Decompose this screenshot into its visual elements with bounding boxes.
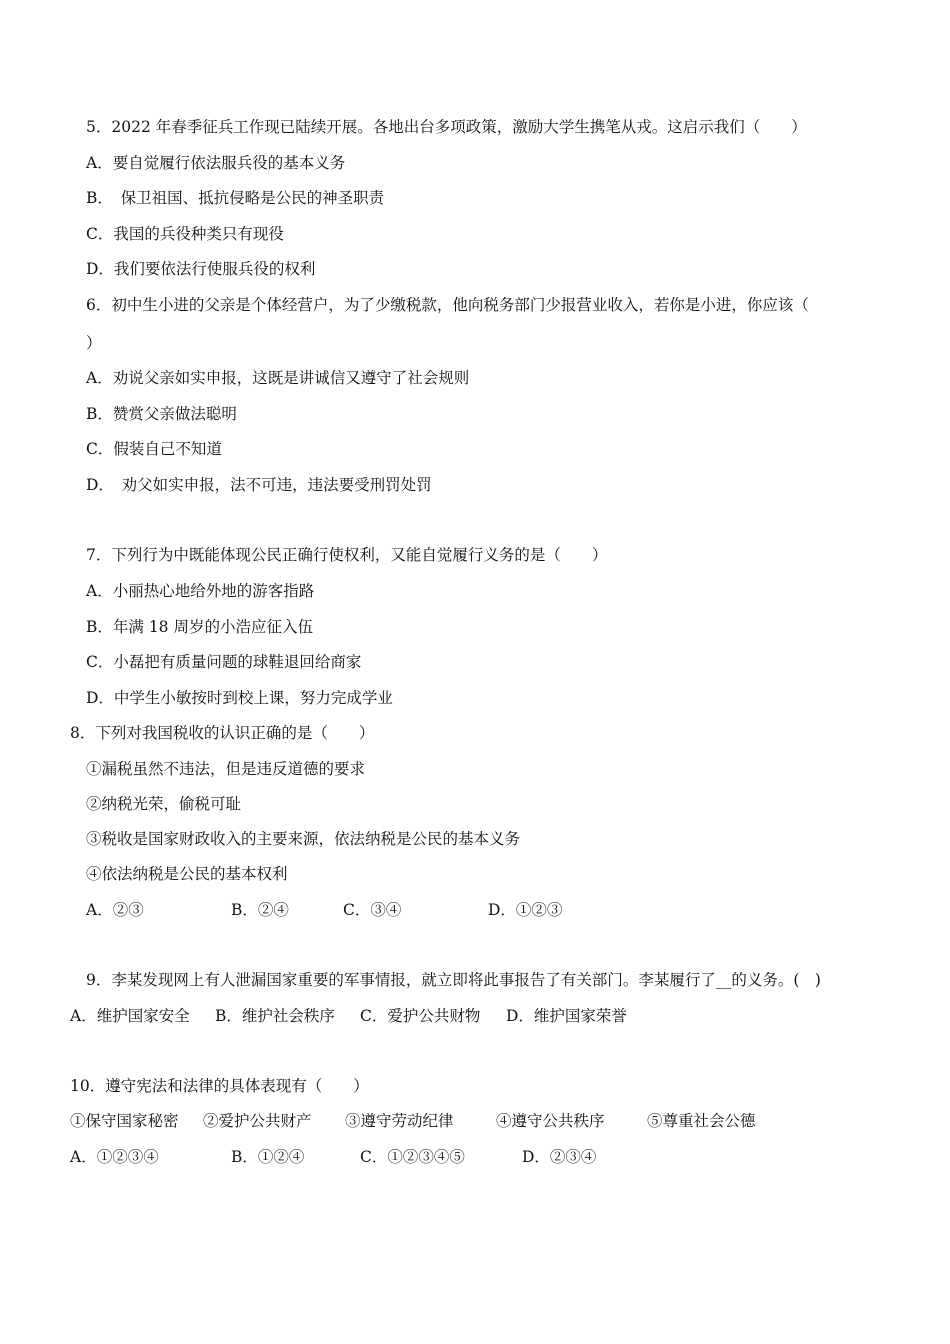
q9-option-b: B．维护社会秩序 [215,1007,335,1025]
q6-option-b: B．赞赏父亲做法聪明 [86,405,237,423]
q8-option-a: A．②③ [86,901,144,919]
q10-item-2: ②爱护公共财产 [203,1112,312,1130]
q10-option-c: C．①②③④⑤ [360,1148,465,1166]
q8-option-d: D．①②③ [488,901,563,919]
q8-option-b: B．②④ [231,901,289,919]
q5-stem: 5．2022 年春季征兵工作现已陆续开展。各地出台多项政策，激励大学生携笔从戎。这启示我们（ ） [86,118,807,136]
q10-option-b: B．①②④ [231,1148,305,1166]
q6-stem-cont: ） [86,334,102,352]
q8-statement-4: ④依法纳税是公民的基本权利 [86,865,288,883]
q8-option-c: C．③④ [343,901,402,919]
q7-option-c: C．小磊把有质量问题的球鞋退回给商家 [86,653,362,671]
q10-item-4: ④遵守公共秩序 [496,1112,605,1130]
q10-item-1: ①保守国家秘密 [70,1112,179,1130]
q10-stem: 10．遵守宪法和法律的具体表现有（ ） [70,1077,369,1095]
q6-option-c: C．假装自己不知道 [86,440,222,458]
q5-option-d: D．我们要依法行使服兵役的权利 [86,260,316,278]
q6-option-d: D． 劝父如实申报，法不可违，违法要受刑罚处罚 [86,476,432,494]
q7-option-a: A．小丽热心地给外地的游客指路 [86,582,315,600]
q10-option-d: D．②③④ [522,1148,597,1166]
q6-option-a: A．劝说父亲如实申报，这既是讲诚信又遵守了社会规则 [86,369,470,387]
q8-statement-1: ①漏税虽然不违法，但是违反道德的要求 [86,760,366,778]
q10-item-3: ③遵守劳动纪律 [345,1112,454,1130]
q10-option-a: A．①②③④ [70,1148,159,1166]
q6-stem: 6．初中生小进的父亲是个体经营户，为了少缴税款，他向税务部门少报营业收入，若你是小进，你应该（ [86,296,809,314]
q5-option-b: B． 保卫祖国、抵抗侵略是公民的神圣职责 [86,189,385,207]
q9-option-a: A．维护国家安全 [70,1007,190,1025]
q5-option-a: A．要自觉履行依法服兵役的基本义务 [86,154,346,172]
q9-option-c: C．爱护公共财物 [360,1007,481,1025]
q7-stem: 7．下列行为中既能体现公民正确行使权利，又能自觉履行义务的是（ ） [86,546,608,564]
q8-statement-3: ③税收是国家财政收入的主要来源，依法纳税是公民的基本义务 [86,830,521,848]
q10-item-5: ⑤尊重社会公德 [647,1112,756,1130]
q5-option-c: C．我国的兵役种类只有现役 [86,225,284,243]
q7-option-d: D．中学生小敏按时到校上课，努力完成学业 [86,689,393,707]
q9-option-d: D．维护国家荣誉 [506,1007,627,1025]
q8-statement-2: ②纳税光荣，偷税可耻 [86,795,242,813]
q8-stem: 8．下列对我国税收的认识正确的是（ ） [70,724,375,742]
q7-option-b: B．年满 18 周岁的小浩应征入伍 [86,618,313,636]
q9-stem: 9．李某发现网上有人泄漏国家重要的军事情报，就立即将此事报告了有关部门。李某履行了__的义务。( ) [86,971,821,989]
